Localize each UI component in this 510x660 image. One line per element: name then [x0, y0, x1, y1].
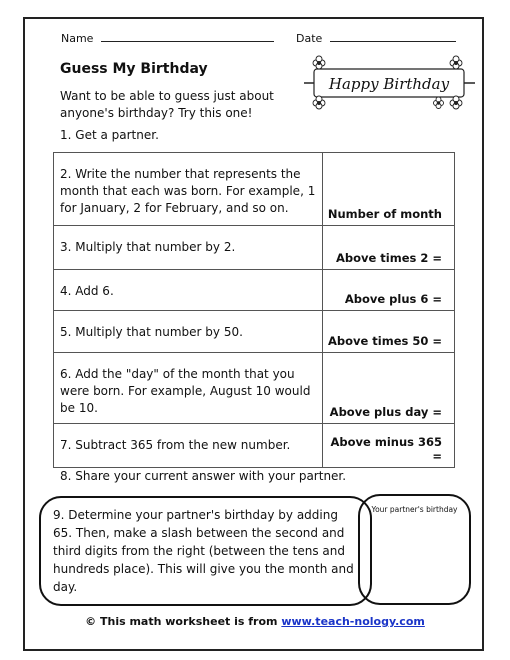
step-text: 5. Multiply that number by 50. — [54, 311, 323, 353]
date-field[interactable] — [296, 31, 456, 45]
footer — [0, 615, 510, 628]
table-row — [54, 226, 455, 270]
steps-table — [53, 152, 455, 468]
step-1: 1. Get a partner. — [60, 128, 159, 142]
answer-label[interactable]: Above times 2 = — [323, 226, 455, 270]
table-row — [54, 153, 455, 226]
intro-text: Want to be able to guess just about anyone's birthday? Try this one! — [60, 89, 274, 120]
page-title: Guess My Birthday — [60, 61, 208, 77]
flower-icon — [450, 96, 462, 109]
step-9-box — [39, 496, 372, 606]
table-row — [54, 270, 455, 311]
answer-label[interactable]: Number of month — [323, 153, 455, 226]
answer-label[interactable]: Above minus 365 = — [323, 424, 455, 468]
step-text: 6. Add the "day" of the month that you were born. For example, August 10 would be 10. — [54, 353, 323, 424]
happy-birthday-banner — [300, 55, 478, 113]
answer-label[interactable]: Above plus day = — [323, 353, 455, 424]
partner-birthday-box[interactable] — [358, 494, 471, 605]
footer-link[interactable]: www.teach-nology.com — [281, 615, 425, 628]
step-9-text: 9. Determine your partner's birthday by adding 65. Then, make a slash between the second and third digits from the right (between the tens and hundreds place). This will give you the month and day. — [53, 508, 354, 594]
step-8: 8. Share your current answer with your partner. — [60, 469, 347, 483]
table-row — [54, 424, 455, 468]
banner-text: Happy Birthday — [328, 75, 450, 93]
partner-birthday-label: Your partner's birthday — [371, 505, 458, 514]
footer-copyright: © This math worksheet is from — [85, 615, 278, 628]
date-line[interactable] — [330, 31, 456, 42]
answer-label[interactable]: Above times 50 = — [323, 311, 455, 353]
step-text: 3. Multiply that number by 2. — [54, 226, 323, 270]
name-field[interactable] — [61, 31, 274, 45]
date-label: Date — [296, 32, 323, 45]
step-text: 7. Subtract 365 from the new number. — [54, 424, 323, 468]
name-line[interactable] — [101, 31, 274, 42]
table-row — [54, 311, 455, 353]
answer-label[interactable]: Above plus 6 = — [323, 270, 455, 311]
flower-icon — [313, 96, 325, 109]
name-label: Name — [61, 32, 94, 45]
table-row — [54, 353, 455, 424]
flower-icon — [313, 56, 325, 69]
step-text: 2. Write the number that represents the month that each was born. For example, 1 for January, 2 for February, and so on. — [54, 153, 323, 226]
step-text: 4. Add 6. — [54, 270, 323, 311]
flower-icon — [434, 97, 444, 109]
flower-icon — [450, 56, 462, 69]
